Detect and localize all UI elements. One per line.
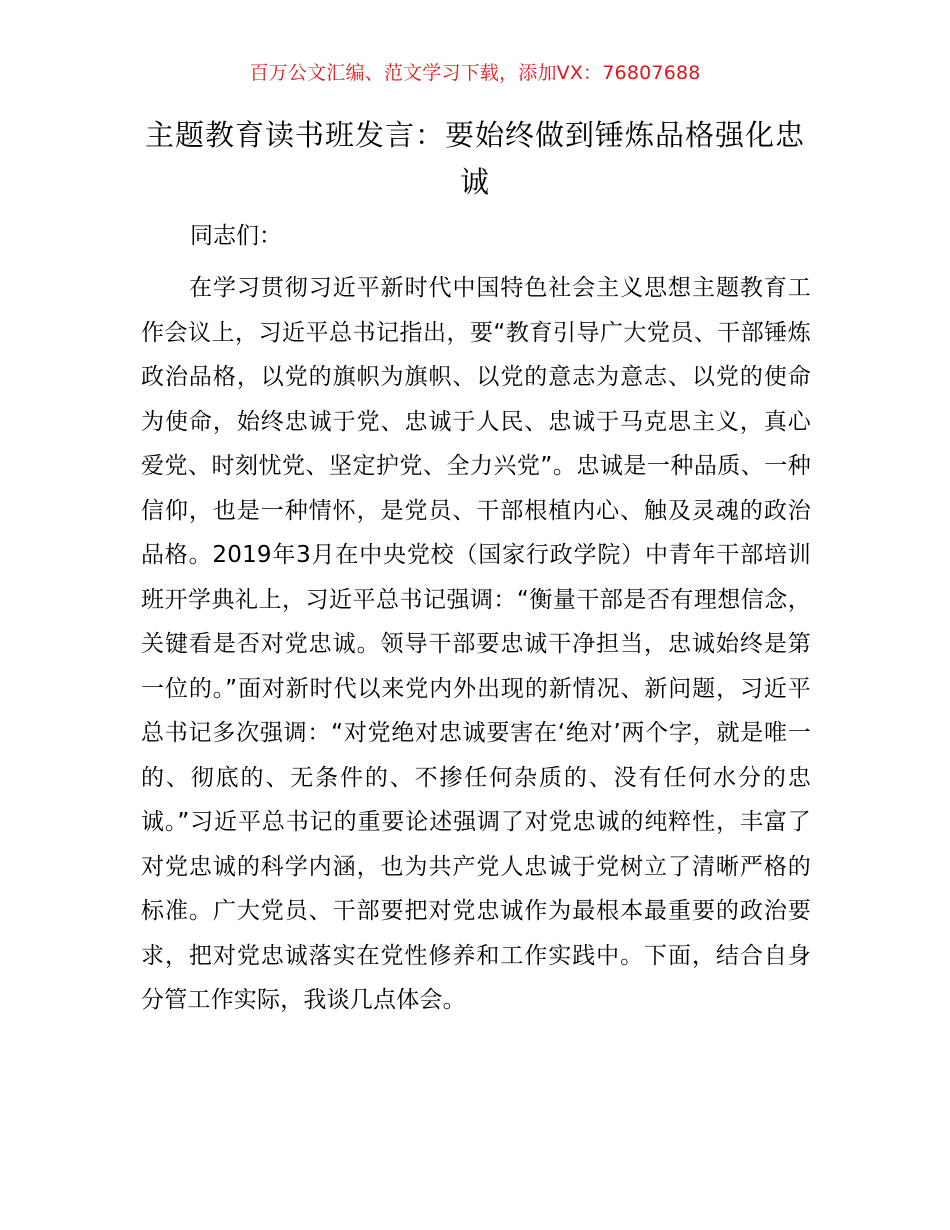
body-paragraph: 在学习贯彻习近平新时代中国特色社会主义思想主题教育工作会议上，习近平总书记指出，要“教育引导广大党员、干部锤炼政治品格，以党的旗帜为旗帜、以党的意志为意志、以党的使命为使命，始终忠诚于党、忠诚于人民、忠诚于马克思主义，真心爱党、时刻忧党、坚定护党、全力兴党”。忠诚是一种品质、一种信仰，也是一种情怀，是党员、干部根植内心、触及灵魂的政治品格。2019年3月在中央党校（国家行政学院）中青年干部培训班开学典礼上，习近平总书记强调：“衡量干部是否有理想信念，关键看是否对党忠诚。领导干部要忠诚干净担当，忠诚始终是第一位的。”面对新时代以来党内外出现的新情况、新问题，习近平总书记多次强调：“对党绝对忠诚要害在‘绝对’两个字，就是唯一的、彻底的、无条件的、不掺任何杂质的、没有任何水分的忠诚。”习近平总书记的重要论述强调了对党忠诚的纯粹性，丰富了对党忠诚的科学内涵，也为共产党人忠诚于党树立了清晰严格的标准。广大党员、干部要把对党忠诚作为最根本最重要的政治要求，把对党忠诚落实在党性修养和工作实践中。下面，结合自身分管工作实际，我谈几点体会。 — [141, 275, 811, 1013]
document-title: 主题教育读书班发言：要始终做到锤炼品格强化忠诚 — [144, 118, 805, 199]
watermark-header: 百万公文汇编、范文学习下载，添加VX：76807688 — [249, 62, 701, 84]
salutation: 同志们： — [190, 223, 282, 249]
